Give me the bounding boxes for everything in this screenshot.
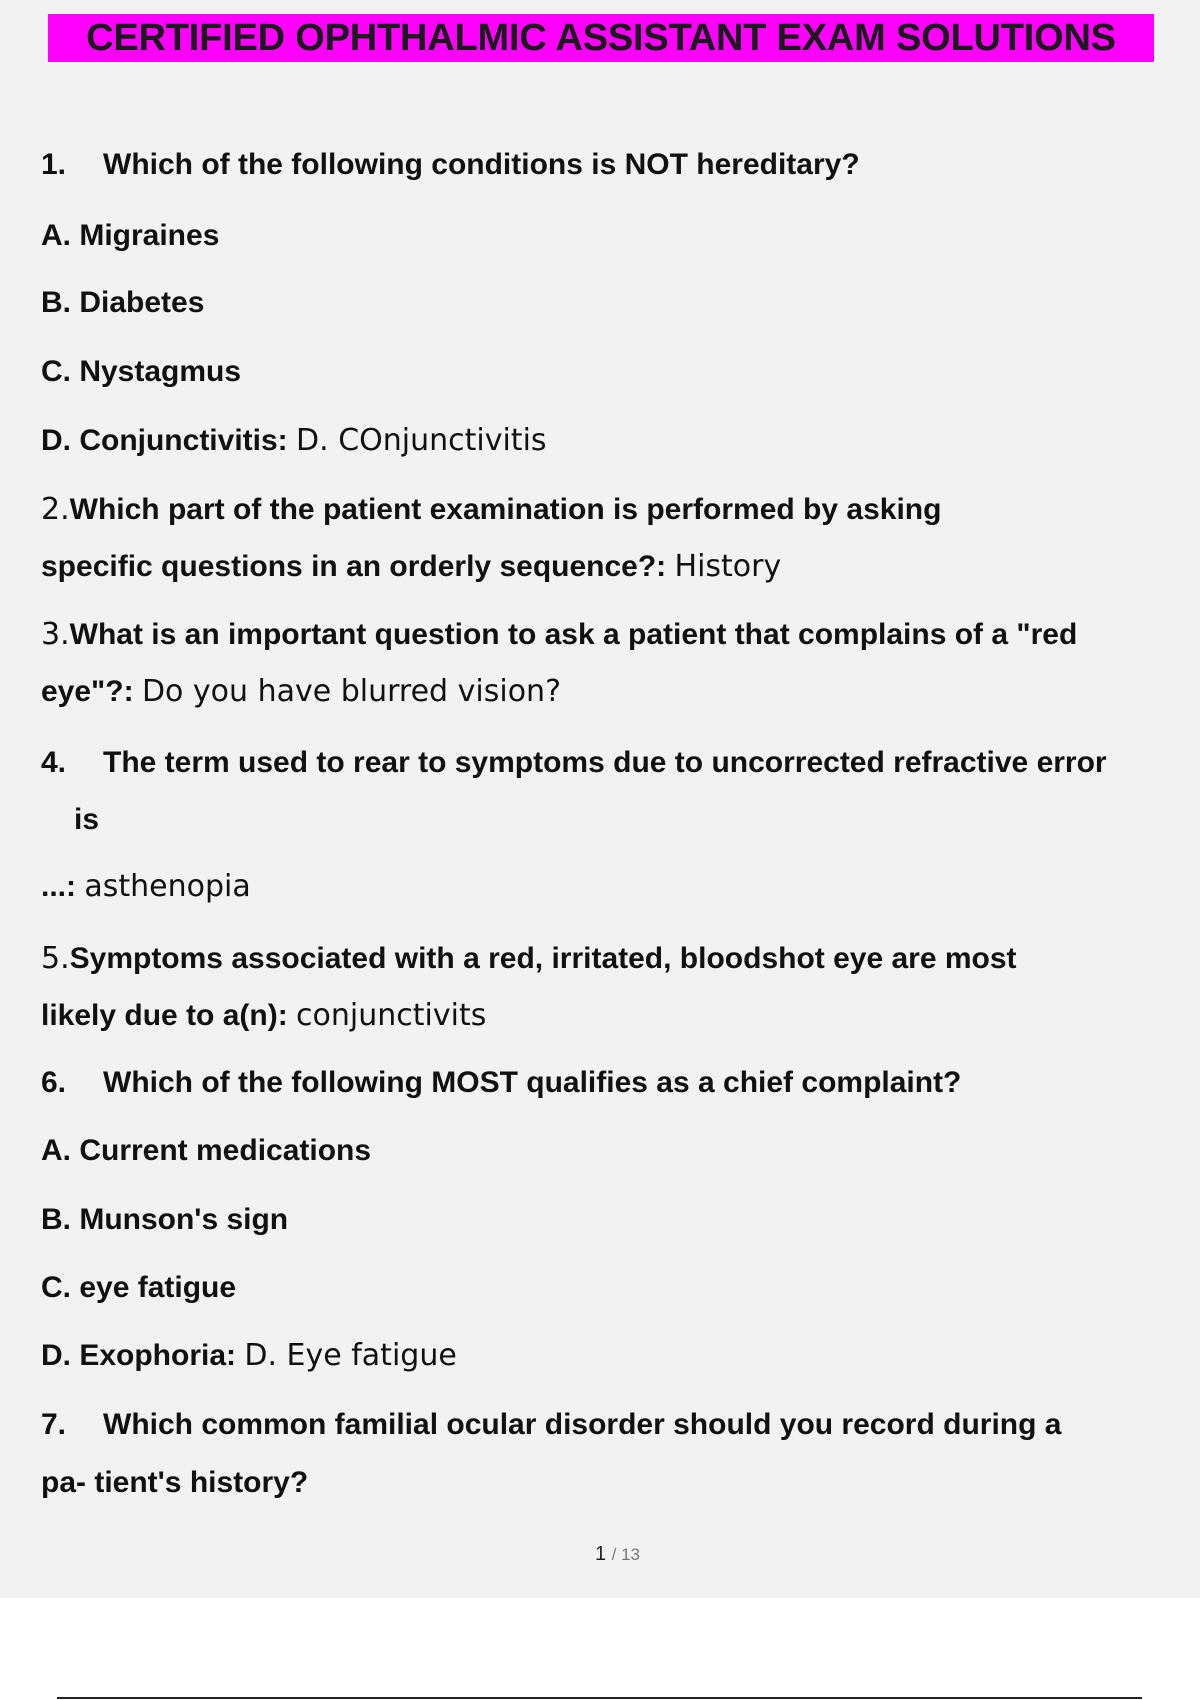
question-number: 6.: [41, 1066, 67, 1099]
question-text: Which of the following conditions is NOT hereditary?: [103, 148, 860, 181]
option-1d: [41, 423, 547, 458]
question-5-line-1: [41, 941, 1017, 976]
question-4-line-1: [41, 746, 1107, 780]
question-text: The term used to rear to symptoms due to uncorrected refractive error: [103, 746, 1107, 779]
question-text: Which common familial ocular disorder should you record during a: [103, 1408, 1062, 1441]
option-1c: C. Nystagmus: [41, 355, 242, 388]
question-text: eye"?:: [41, 675, 134, 708]
question-text: Which part of the patient examination is performed by asking: [69, 493, 942, 526]
current-page: 1: [594, 1543, 607, 1565]
question-7-line-1: [41, 1408, 1061, 1442]
answer-text: History: [674, 549, 782, 584]
question-text: Which of the following MOST qualifies as a chief complaint?: [103, 1066, 962, 1099]
option-6c: C. eye fatigue: [41, 1271, 237, 1304]
question-1: [41, 148, 860, 182]
option-1b: B. Diabetes: [41, 286, 205, 319]
question-4-line-3: [41, 869, 251, 904]
page-indicator: [0, 1543, 1200, 1566]
question-number: 5.: [41, 941, 70, 976]
question-number: 3.: [41, 617, 70, 652]
option-text: D. Exophoria:: [41, 1339, 237, 1372]
answer-text: conjunctivits: [296, 998, 487, 1033]
option-text: D. Conjunctivitis:: [41, 424, 288, 457]
question-7-line-2: pa- tient's history?: [41, 1466, 309, 1499]
question-text: What is an important question to ask a patient that complains of a "red: [69, 618, 1078, 651]
question-number: 4.: [41, 746, 67, 779]
question-text: specific questions in an orderly sequence?:: [41, 550, 667, 583]
question-number: 1.: [41, 148, 67, 181]
question-6: [41, 1066, 961, 1100]
total-pages: / 13: [611, 1545, 641, 1564]
question-number: 7.: [41, 1408, 67, 1441]
answer-text: Do you have blurred vision?: [141, 674, 561, 709]
question-3-line-2: [41, 674, 561, 709]
question-text: ...:: [41, 870, 76, 903]
question-text: likely due to a(n):: [41, 999, 288, 1032]
answer-text: D. COnjunctivitis: [296, 423, 547, 458]
question-2-line-2: [41, 549, 781, 584]
question-2-line-1: [41, 492, 941, 527]
next-page-divider: [57, 1697, 1142, 1699]
option-6b: B. Munson's sign: [41, 1203, 289, 1236]
question-text: Symptoms associated with a red, irritated, bloodshot eye are most: [69, 942, 1017, 975]
option-6a: A. Current medications: [41, 1134, 372, 1167]
page-title: CERTIFIED OPHTHALMIC ASSISTANT EXAM SOLUTIONS: [48, 14, 1154, 62]
question-5-line-2: [41, 998, 486, 1033]
question-3-line-1: [41, 617, 1077, 652]
answer-text: D. Eye fatigue: [244, 1338, 457, 1373]
question-4-line-2: is: [74, 803, 100, 836]
question-number: 2.: [41, 492, 70, 527]
option-1a: A. Migraines: [41, 219, 220, 252]
answer-text: asthenopia: [84, 869, 251, 904]
option-6d: [41, 1338, 457, 1373]
